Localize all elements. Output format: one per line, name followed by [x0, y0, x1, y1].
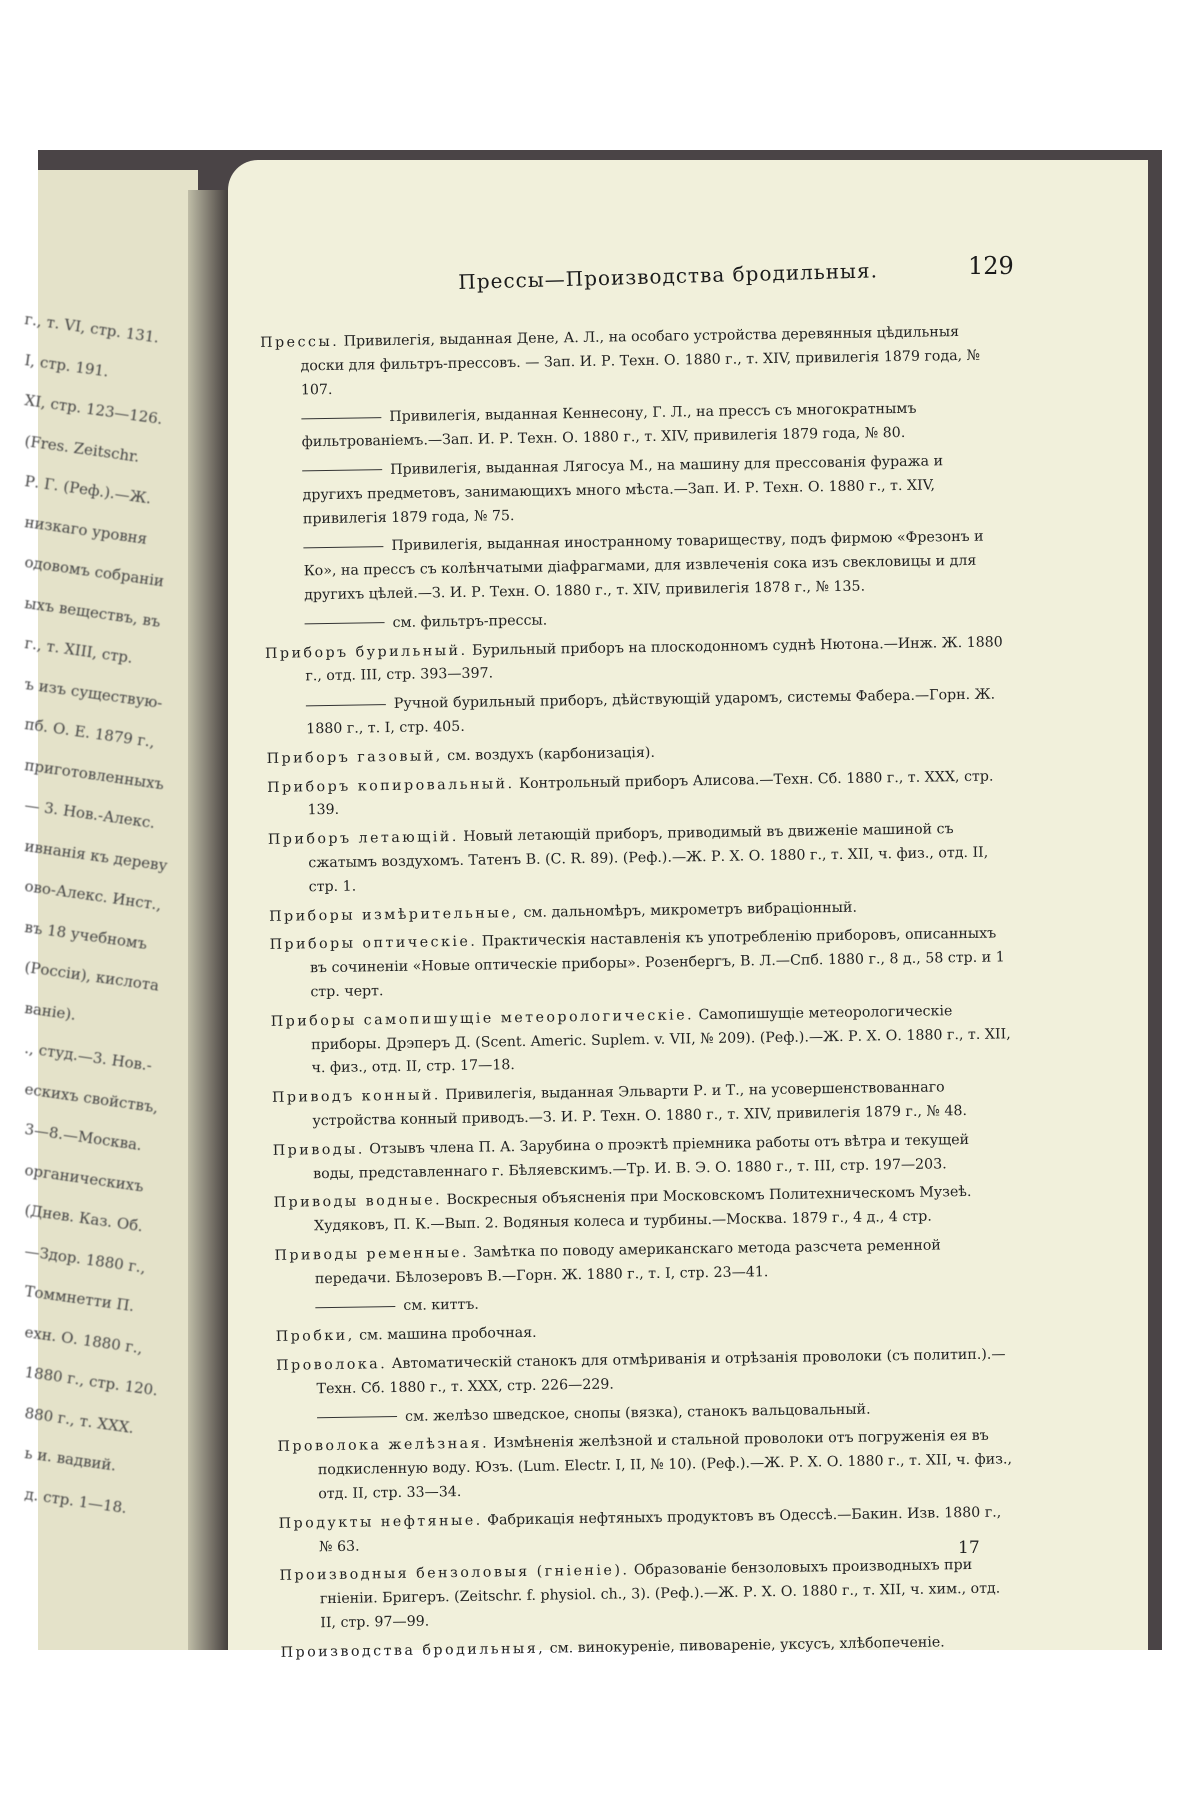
entry-text: Измѣненія желѣзной и стальной проволоки отъ погруженія ея въ подкисленную воду. Юзъ. (Lum. Electr. I, II, № 10). (Реф.).—Ж. Р. Х. О. 1880 г., т. XII, ч. физ., отд. II, стр. 33—34.	[317, 1428, 1013, 1503]
left-page-fragment: д. стр. 1—18.	[23, 1484, 129, 1517]
entry-text: см. воздухъ (карбонизація).	[447, 744, 656, 764]
left-page-fragment: ово-Алекс. Инст.,	[23, 877, 163, 915]
entry-heading: Приборъ газовый,	[266, 747, 443, 767]
entry-text: Фабрикація нефтяныхъ продуктовъ въ Одессѣ.—Бакин. Изв. 1880 г., № 63.	[318, 1504, 1002, 1555]
entry-heading: Приводы ременные.	[274, 1244, 470, 1264]
entry-text: Привилегія, выданная иностранному товариществу, подъ фирмою «Фрезонъ и Ко», на прессъ съ колѣнчатыми діафрагмами, для извлеченія сока изъ свекловицы и для другихъ цѣлей.—З. И. Р. Техн. О. 1880 г., т. XIV, привилегія 1878 г., № 135.	[303, 529, 984, 604]
entry-heading: Проволока желѣзная.	[277, 1436, 490, 1456]
entry-text: Привилегія, выданная Эльварти Р. и Т., на усовершенствованнаго устройства конный приводъ.—З. И. Р. Техн. О. 1880 г., т. XIV, привилегія 1879 г., № 48.	[312, 1079, 968, 1130]
left-page-fragment: въ 18 учебномъ	[23, 917, 149, 953]
ditto-dash	[301, 417, 381, 419]
entry-text: Воскресныя объясненія при Московскомъ Политехническомъ Музеѣ. Худяковъ, П. К.—Вып. 2. Водяныя колеса и турбины.—Москва. 1879 г., 4 д., 4 стр.	[313, 1184, 972, 1235]
ditto-dash	[317, 1416, 397, 1418]
left-page-fragment: ыхъ веществъ, въ	[23, 593, 162, 631]
entry-text: см. дальномѣръ, микрометръ вибраціонный.	[523, 899, 858, 921]
right-page	[228, 160, 1148, 1661]
left-page-fragment: I, стр. 191.	[23, 350, 110, 381]
left-page-fragment: 880 г., т. XXX.	[23, 1403, 136, 1437]
page-number: 129	[968, 252, 1014, 280]
index-entries	[260, 320, 1021, 1670]
entry-heading: Производства бродильныя,	[280, 1640, 546, 1661]
entry-text: см. фильтръ-прессы.	[392, 612, 548, 631]
entry-heading: Приборъ копировальный.	[267, 775, 515, 796]
left-page-fragment: ехн. О. 1880 г.,	[23, 1322, 144, 1357]
index-entry	[271, 999, 1012, 1082]
ditto-dash	[302, 470, 382, 472]
signature-mark: 17	[958, 1538, 980, 1558]
entry-text: Отзывъ члена П. А. Зарубина о проэктѣ пріемника работы отъ вѣтра и текущей воды, представленнаго г. Бѣляевскимъ.—Тр. И. В. Э. О. 1880 г., т. III, стр. 197—203.	[313, 1131, 970, 1182]
entry-heading: Продукты нефтяные.	[278, 1512, 483, 1532]
entry-heading: Приборы самопишущіе метеорологическіе.	[270, 1006, 695, 1030]
index-entry	[263, 526, 1004, 609]
left-page-fragment: ескихъ свойствъ,	[23, 1079, 160, 1117]
index-entry	[274, 1181, 1015, 1240]
entry-heading: Производныя бензоловыя (гніеніе).	[279, 1562, 630, 1585]
entry-text: Замѣтка по поводу американскаго метода разсчета ременной передачи. Бѣлозеровъ В.—Горн. Ж. 1880 г., т. I, стр. 23—41.	[314, 1237, 941, 1287]
left-page-fragment: 3—8.—Москва.	[23, 1120, 144, 1155]
entry-text: Контрольный приборъ Алисова.—Техн. Сб. 1880 г., т. XXX, стр. 139.	[307, 768, 994, 819]
left-page-fragment: пб. О. Е. 1879 г.,	[23, 715, 156, 752]
entry-text: см. желѣзо шведское, снопы (вязка), станокъ вальцовальный.	[404, 1401, 871, 1425]
entry-text: Привилегія, выданная Кеннесону, Г. Л., на прессъ съ многократнымъ фильтрованіемъ.—Зап. И. Р. Техн. О. 1880 г., т. XIV, привилегія 1879 года, № 80.	[301, 401, 917, 451]
left-page-fragment: 1880 г., стр. 120.	[23, 1363, 160, 1400]
left-page-fragment: ь и. вадвий.	[23, 1444, 118, 1475]
book-photo	[23, 150, 1162, 1661]
index-entry	[262, 449, 1003, 532]
index-entry	[268, 817, 1009, 900]
entry-heading: Приборы измѣрительные,	[269, 904, 520, 925]
index-entry	[261, 397, 1002, 456]
left-page-fragment: ъ изъ существую-	[23, 674, 164, 712]
index-entry	[272, 1075, 1013, 1134]
entry-heading: Пробки,	[275, 1327, 355, 1346]
index-entry	[265, 631, 1006, 690]
left-page-fragment: приготовленныхъ	[23, 755, 166, 793]
index-entry	[267, 765, 1008, 824]
index-entry	[273, 1128, 1014, 1187]
left-page-fragment: г., т. VI, стр. 131.	[23, 310, 161, 347]
entry-heading: Проволока.	[276, 1356, 388, 1374]
index-entry	[277, 1425, 1018, 1508]
index-entry	[269, 923, 1010, 1006]
left-page-fragment: — 3. Нов.-Алекс.	[23, 796, 157, 833]
index-entry	[260, 320, 1001, 403]
left-page-fragment: —Здор. 1880 г.,	[23, 1241, 147, 1277]
entry-text: Привилегія, выданная Дене, А. Л., на особаго устройства деревянныя цѣдильныя доски для фильтръ-прессовъ. — Зап. И. Р. Техн. О. 1880 г., т. XIV, привилегія 1879 года, № 107.	[300, 324, 981, 398]
entry-text: Ручной бурильный приборъ, дѣйствующій ударомъ, системы Фабера.—Горн. Ж. 1880 г., т. I, стр. 405.	[306, 686, 996, 738]
entry-text: Практическія наставленія къ употребленію приборовъ, описанныхъ въ сочиненіи «Новые оптическіе приборы». Розенбергъ, В. Л.—Спб. 1880 г., 8 д., 58 стр. и 1 стр. черт.	[309, 925, 1005, 1001]
entry-heading: Приводы водные.	[273, 1192, 443, 1212]
index-entry	[281, 1630, 1021, 1665]
left-page-fragment: г., т. XIII, стр.	[23, 634, 135, 668]
entry-heading: Приборъ бурильный.	[264, 642, 468, 662]
entry-text: Самопишущіе метеорологическіе приборы. Дрэперъ Д. (Scent. Americ. Suplem. v. VII, № 209). (Реф.).—Ж. Р. Х. О. 1880 г., т. XII, ч. физ., отд. II, стр. 17—18.	[311, 1002, 1011, 1077]
index-entry	[266, 683, 1007, 742]
index-entry	[274, 1233, 1015, 1292]
left-page-fragment: одовомъ собраніи	[23, 553, 166, 591]
left-page-fragment: Р. Г. (Реф.).—Ж.	[23, 472, 153, 508]
entry-text: Привилегія, выданная Лягосуа М., на машину для прессованія фуража и другихъ предметовъ, занимающихъ много мѣста.—Зап. И. Р. Техн. О. 1880 г., т. XIV, привилегія 1879 года, № 75.	[302, 453, 944, 527]
left-page-fragment: XI, стр. 123—126.	[23, 391, 164, 429]
ditto-dash	[315, 1306, 395, 1308]
running-head: Прессы—Производства бродильныя.	[458, 258, 879, 294]
entry-text: Бурильный приборъ на плоскодонномъ суднѣ Нютона.—Инж. Ж. 1880 г., отд. III, стр. 393—397.	[305, 633, 1003, 685]
ditto-dash	[306, 704, 386, 706]
index-entry	[279, 1554, 1020, 1637]
entry-heading: Прессы.	[260, 333, 340, 351]
ditto-dash	[303, 546, 383, 548]
entry-text: см. машина пробочная.	[359, 1325, 537, 1344]
left-page-fragment: (Днев. Каз. Об.	[23, 1201, 145, 1236]
index-entry	[279, 1501, 1020, 1560]
left-page-fragment: ваніе).	[23, 998, 78, 1024]
left-page	[23, 170, 198, 1650]
index-entry	[276, 1343, 1017, 1402]
left-page-fragment: ивнанія къ дереву	[23, 836, 169, 875]
entry-text: Автоматическій станокъ для отмѣриванія и отрѣзанія проволоки (съ политип.).—Техн. Сб. 1880 г., т. XXX, стр. 226—229.	[316, 1346, 1006, 1398]
entry-text: Новый летающій приборъ, приводимый въ движеніе машиной съ сжатымъ воздухомъ. Татенъ В. (С. R. 89). (Реф.).—Ж. Р. Х. О. 1880 г., т. XII, ч. физ., отд. II, стр. 1.	[308, 821, 989, 896]
entry-heading: Приборъ летающій.	[267, 829, 459, 849]
left-page-fragment: ., студ.—3. Нов.-	[23, 1039, 154, 1075]
entry-heading: Приводы.	[272, 1141, 365, 1159]
entry-heading: Приводъ конный.	[271, 1087, 441, 1107]
left-page-fragment: (Fres. Zeitschr.	[23, 431, 141, 466]
entry-text: см. винокуреніе, пивовареніе, уксусъ, хлѣбопеченіе.	[549, 1634, 945, 1657]
left-page-fragment: (Россіи), кислота	[23, 958, 161, 995]
entry-heading: Приборы оптическіе.	[269, 933, 478, 954]
ditto-dash	[305, 622, 385, 624]
entry-text: Образованіе бензоловыхъ производныхъ при гніеніи. Бригеръ. (Zeitschr. f. physiol. ch., 3). (Реф.).—Ж. Р. Х. О. 1880 г., т. XII, ч. хим., отд. II, стр. 97—99.	[319, 1557, 1001, 1632]
entry-text: см. киттъ.	[403, 1297, 480, 1315]
left-page-fragment: Томмнетти П.	[23, 1282, 136, 1316]
left-page-fragment: низкаго уровня	[23, 512, 149, 548]
left-page-fragment: органическихъ	[23, 1160, 145, 1196]
